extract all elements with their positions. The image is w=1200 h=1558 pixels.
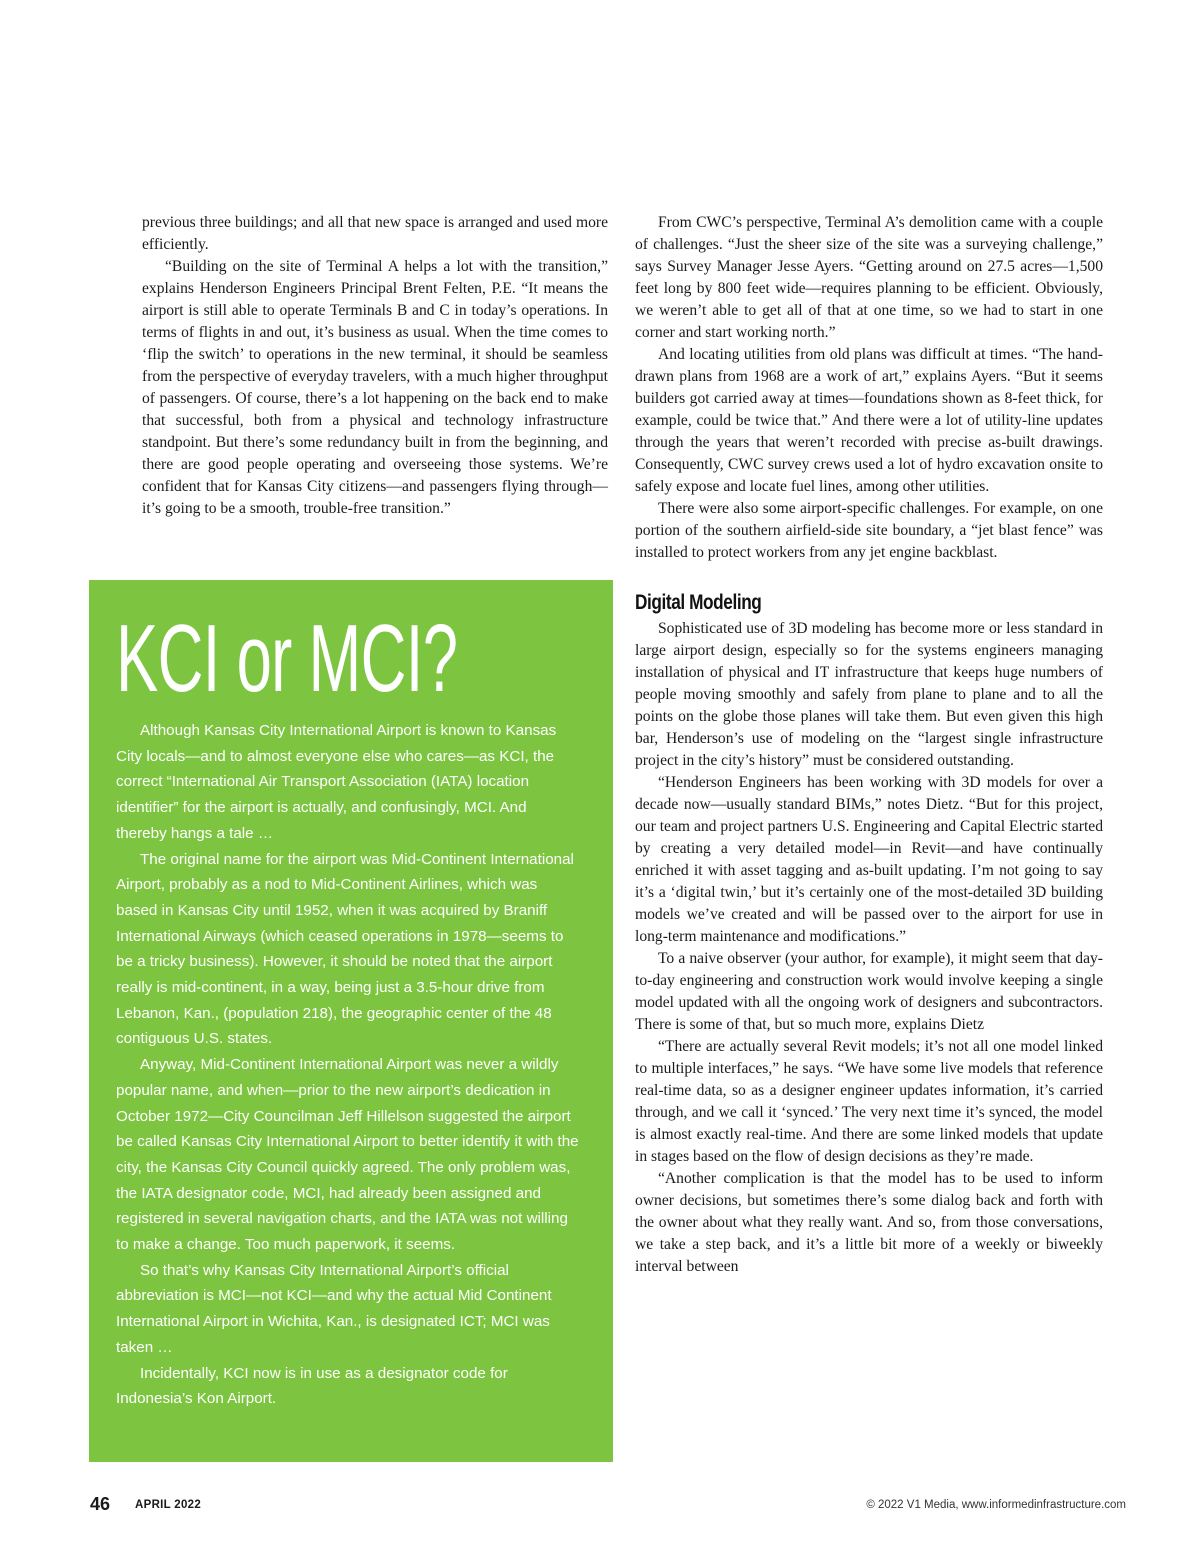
left-text-column xyxy=(142,212,608,520)
body-paragraph: And locating utilities from old plans was difficult at times. “The hand-drawn plans from 1968 are a work of art,” explains Ayers. “But it seems builders got carried away at times—foundations shown as 8-feet thick, for example, could be twice that.” And there were a lot of utility-line updates through the years that weren’t recorded with precise as-built drawings. Consequently, CWC survey crews used a lot of hydro excavation onsite to safely expose and locate fuel lines, among other utilities. xyxy=(635,346,1103,495)
sidebar-body xyxy=(116,718,580,1412)
body-paragraph: “There are actually several Revit models; it’s not all one model linked to multiple interfaces,” he says. “We have some live models that reference real-time data, so as a designer engineer updates information, it’s carried through, and we call it ‘synced.’ The very next time it’s synced, the model is almost exactly real-time. And there are some linked models that update in stages based on the flow of design decisions as they’re made. xyxy=(635,1038,1103,1165)
body-paragraph: Sophisticated use of 3D modeling has become more or less standard in large airport design, especially so for the systems engineers managing installation of physical and IT infrastructure that keeps huge numbers of people moving smoothly and safely from plane to plane and to all the points on the globe those planes will take them. But even given this high bar, Henderson’s use of modeling on the “largest single infrastructure project in the city’s history” must be considered outstanding. xyxy=(635,620,1103,769)
body-paragraph: There were also some airport-specific challenges. For example, on one portion of the southern airfield-side site boundary, a “jet blast fence” was installed to protect workers from any jet engine backblast. xyxy=(635,500,1103,561)
body-paragraph: From CWC’s perspective, Terminal A’s demolition came with a couple of challenges. “Just the sheer size of the site was a surveying challenge,” says Survey Manager Jesse Ayers. “Getting around on 27.5 acres—1,500 feet long by 800 feet wide—requires planning to be efficient. Obviously, we weren’t able to get all of that at one time, so we had to start in one corner and start working north.” xyxy=(635,214,1103,341)
sidebar-paragraph: Although Kansas City International Airport is known to Kansas City locals—and to almost everyone else who cares—as KCI, the correct “International Air Transport Association (IATA) location identifier” for the airport is actually, and confusingly, MCI. And thereby hangs a tale … xyxy=(116,722,557,842)
sidebar-box xyxy=(89,580,613,1462)
copyright-notice: © 2022 V1 Media, www.informedinfrastructure.com xyxy=(866,1499,1126,1511)
sidebar-paragraph: The original name for the airport was Mid-Continent International Airport, probably as a nod to Mid-Continent Airlines, which was based in Kansas City until 1952, when it was acquired by Braniff International Airways (which ceased operations in 1978—seems to be a tricky business). However, it should be noted that the airport really is mid-continent, in a way, being just a 3.5-hour drive from Lebanon, Kan., (population 218), the geographic center of the 48 contiguous U.S. states. xyxy=(116,850,574,1048)
body-paragraph: “Henderson Engineers has been working with 3D models for over a decade now—usually standard BIMs,” notes Dietz. “But for this project, our team and project partners U.S. Engineering and Capital Electric started by creating a very detailed model—in Revit—and have continually enriched it with asset tagging and as-built updating. I’m not going to say it’s a ‘digital twin,’ but it’s certainly one of the most-detailed 3D building models we’ve created and will be passed over to the airport for use in long-term maintenance and modifications.” xyxy=(635,774,1103,945)
right-text-column xyxy=(635,212,1103,1278)
sidebar-paragraph: So that’s why Kansas City International Airport’s official abbreviation is MCI—not KCI—and why the actual Mid Continent International Airport in Wichita, Kan., is designated ICT; MCI was taken … xyxy=(116,1261,552,1356)
sidebar-title: KCI or MCI? xyxy=(116,605,458,712)
body-paragraph: previous three buildings; and all that new space is arranged and used more efficiently. xyxy=(142,214,608,253)
body-paragraph: To a naive observer (your author, for example), it might seem that day-to-day engineering and construction work would involve keeping a single model updated with all the ongoing work of designers and subcontractors. There is some of that, but so much more, explains Dietz xyxy=(635,950,1103,1033)
body-paragraph: “Another complication is that the model has to be used to inform owner decisions, but sometimes there’s some dialog back and forth with the owner about what they really want. And so, from those conversations, we take a step back, and it’s a little bit more of a weekly or biweekly interval between xyxy=(635,1170,1103,1275)
issue-date: APRIL 2022 xyxy=(135,1499,202,1511)
section-heading: Digital Modeling xyxy=(635,591,762,614)
sidebar-paragraph: Anyway, Mid-Continent International Airport was never a wildly popular name, and when—prior to the new airport’s dedication in October 1972—City Councilman Jeff Hillelson suggested the airport be called Kansas City International Airport to better identify it with the city, the Kansas City Council quickly agreed. The only problem was, the IATA designator code, MCI, had already been assigned and registered in several navigation charts, and the IATA was not willing to make a change. Too much paperwork, it seems. xyxy=(116,1056,579,1254)
sidebar-paragraph: Incidentally, KCI now is in use as a designator code for Indonesia’s Kon Airport. xyxy=(116,1364,508,1408)
body-paragraph: “Building on the site of Terminal A helps a lot with the transition,” explains Henderson Engineers Principal Brent Felten, P.E. “It means the airport is still able to operate Terminals B and C in today’s operations. In terms of flights in and out, it’s business as usual. When the time comes to ‘flip the switch’ to operations in the new terminal, it should be seamless from the perspective of everyday travelers, with a much higher throughput of passengers. Of course, there’s a lot happening on the back end to make that successful, both from a physical and technology infrastructure standpoint. But there’s some redundancy built in from the beginning, and there are good people operating and overseeing those systems. We’re confident that for Kansas City citizens—and passengers flying through—it’s going to be a smooth, trouble-free transition.” xyxy=(142,258,608,517)
page-number: 46 xyxy=(90,1494,111,1514)
